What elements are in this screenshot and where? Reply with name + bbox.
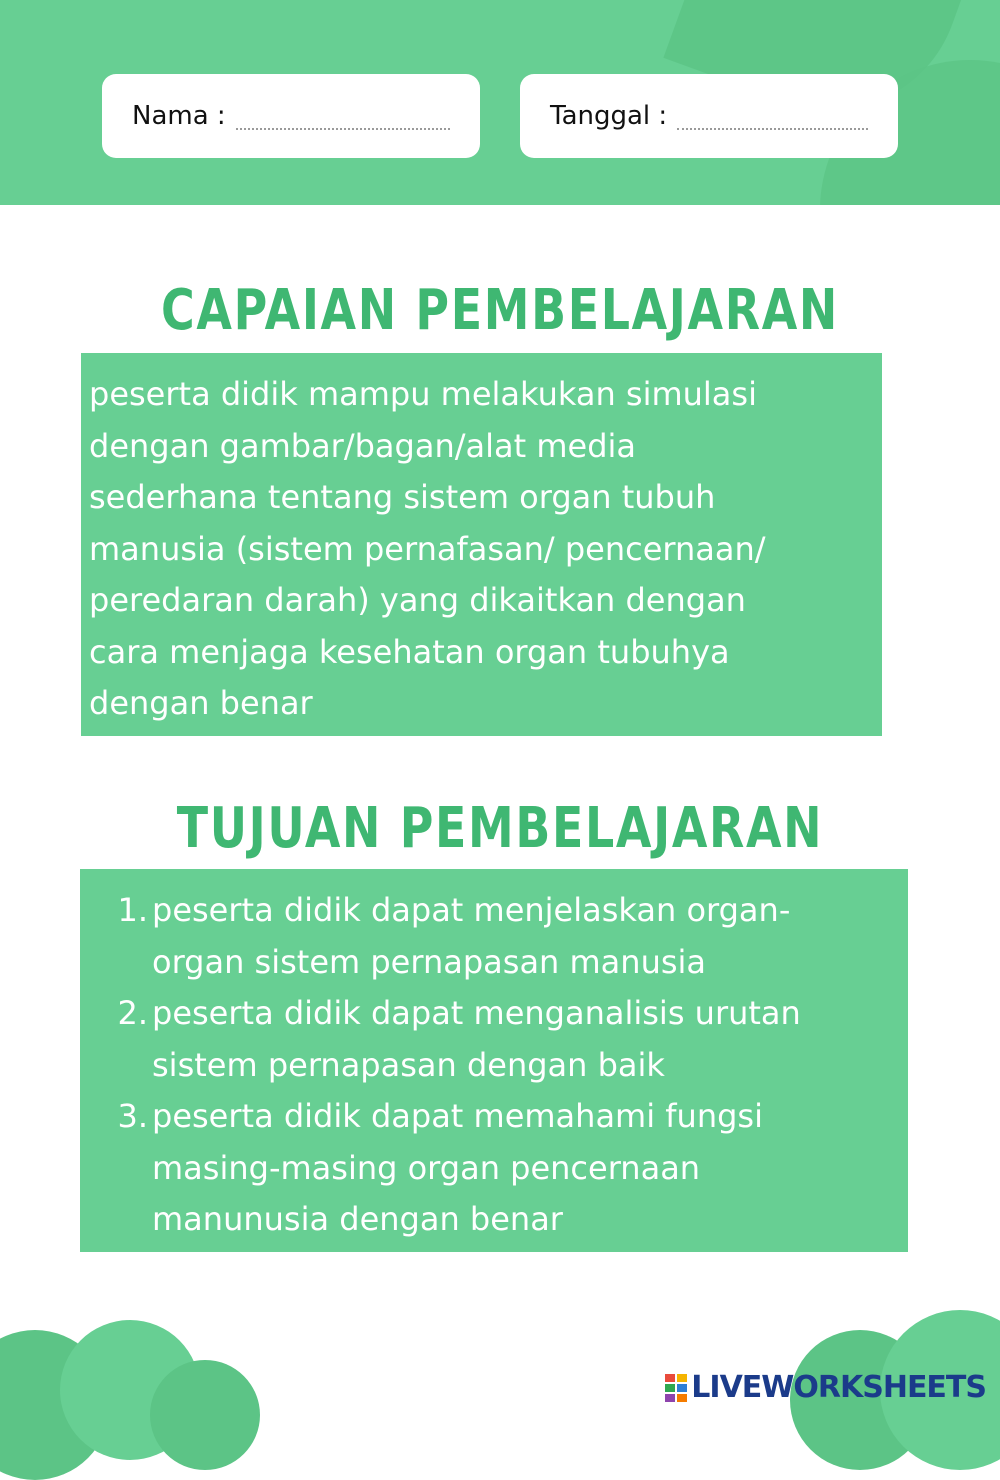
tujuan-item [116,1091,900,1143]
tujuan-box [80,869,908,1252]
tujuan-item-continued [116,937,900,989]
capaian-line: dengan gambar/bagan/alat media [89,426,637,465]
liveworksheets-icon [665,1374,687,1402]
tujuan-item-text: peserta didik dapat menganalisis urutan [152,994,801,1032]
capaian-title: CAPAIAN PEMBELAJARAN [161,278,839,343]
date-field[interactable] [520,74,898,158]
tujuan-item-continued [116,1143,900,1195]
capaian-line: peredaran darah) yang dikaitkan dengan [89,581,746,619]
brand-text: LIVEWORKSHEETS [691,1370,986,1405]
tujuan-item-text: organ sistem pernapasan manusia [152,942,707,981]
bush-decoration [150,1360,260,1470]
capaian-line: sederhana tentang sistem organ tubuh [89,478,716,516]
date-input-line[interactable] [677,102,868,130]
tujuan-item-text: peserta didik dapat menjelaskan organ- [152,891,791,929]
capaian-line: cara menjaga kesehatan organ tubuhya [89,632,730,671]
tujuan-item [116,988,900,1040]
name-label: Nama : [132,101,226,131]
tujuan-title: TUJUAN PEMBELAJARAN [176,796,824,861]
tujuan-item-continued [116,1040,900,1092]
tujuan-item-number: 1. [117,891,148,929]
tujuan-item-text: peserta didik dapat memahami fungsi [152,1097,763,1135]
tujuan-item-text: manunusia dengan benar [152,1200,563,1238]
capaian-line: peserta didik mampu melakukan simulasi [89,375,757,413]
capaian-line: dengan benar [89,684,313,722]
header-banner [0,0,1000,205]
tujuan-item-number: 2. [117,994,148,1032]
tujuan-item-text: sistem pernapasan dengan baik [152,1045,665,1084]
tujuan-item-continued [116,1194,900,1246]
tujuan-item [116,885,900,937]
tujuan-item-text: masing-masing organ pencernaan [152,1148,701,1187]
capaian-line: manusia (sistem pernafasan/ pencernaan/ [89,529,766,568]
name-input-line[interactable] [236,102,450,130]
tujuan-list [116,885,900,1246]
liveworksheets-logo [665,1370,986,1405]
name-field[interactable] [102,74,480,158]
date-label: Tanggal : [550,101,668,131]
capaian-box [81,353,882,736]
tujuan-item-number: 3. [117,1097,148,1135]
